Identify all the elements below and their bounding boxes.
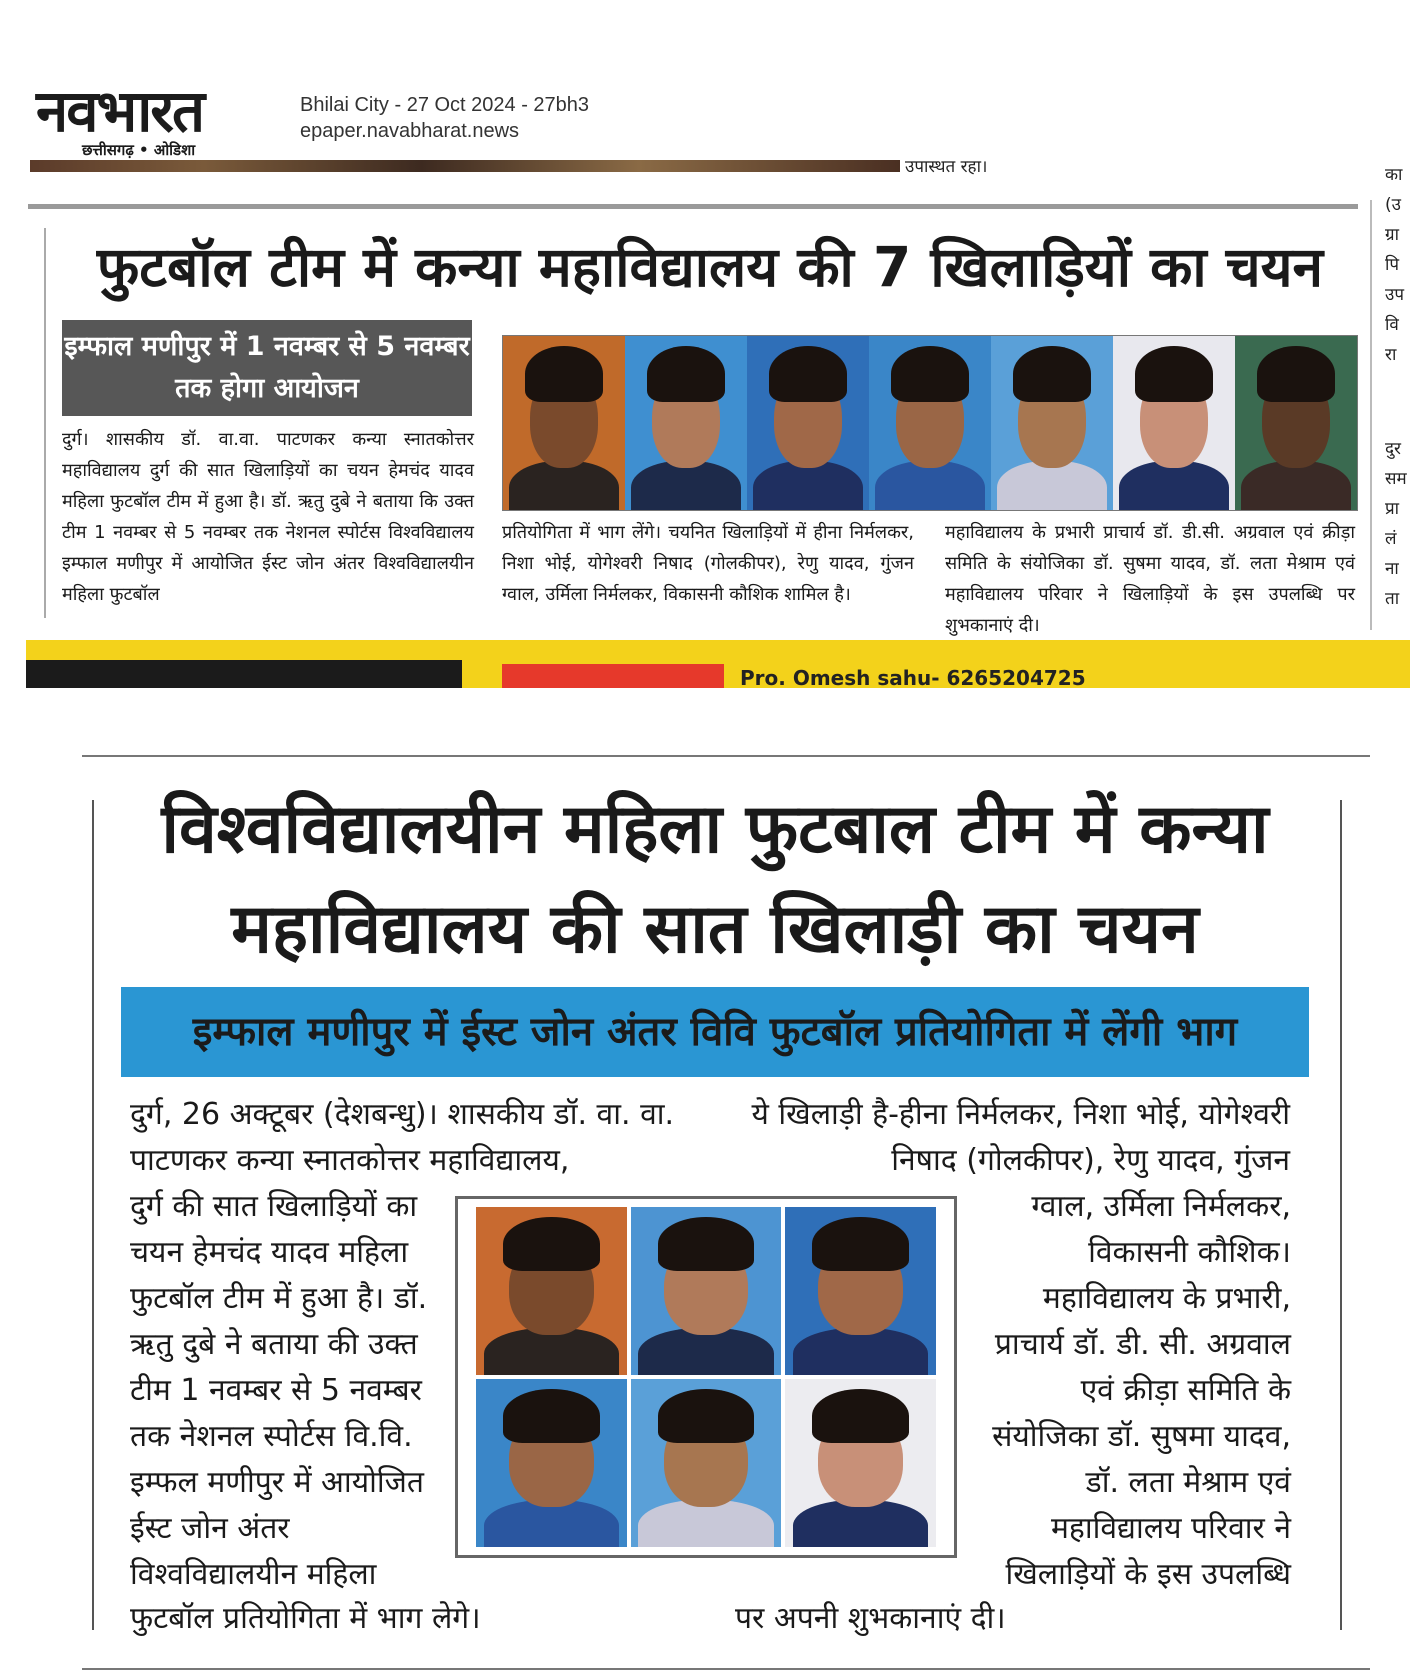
- border-right: [1340, 800, 1342, 1630]
- photo-hair: [658, 1389, 754, 1443]
- photo-shirt: [875, 461, 985, 510]
- photo-shirt: [1241, 461, 1351, 510]
- photo-hair: [503, 1217, 599, 1271]
- player-photo: [631, 1207, 782, 1375]
- ad-dark-block: [26, 660, 462, 688]
- cropped-photo-strip: [30, 160, 900, 172]
- edition-meta: [300, 92, 589, 144]
- tail-right: पर अपनी शुभकानाएं दी।: [735, 1601, 1006, 1636]
- player-photo: [869, 336, 991, 510]
- right-narrow-column: ग्वाल, उर्मिला निर्मलकर, विकासनी कौशिक। महाविद्यालय के प्रभारी, प्राचार्य डॉ. डी. सी. अग्रवाल एवं क्रीड़ा समिति के संयोजिका डॉ. सुषमा यादव, डॉ. लता मेश्राम एवं महाविद्यालय परिवार ने खिलाड़ियों के इस उपलब्धि: [992, 1189, 1291, 1592]
- player-photo: [625, 336, 747, 510]
- photo-hair: [891, 346, 969, 402]
- fragment-text: ता: [1385, 589, 1400, 609]
- player-photo: [503, 336, 625, 510]
- photo-hair: [1135, 346, 1213, 402]
- fragment-text: ग्रा: [1385, 225, 1399, 245]
- edition-line: Bhilai City - 27 Oct 2024 - 27bh3: [300, 94, 590, 116]
- fragment-text: उप: [1385, 285, 1404, 305]
- player-photo: [747, 336, 869, 510]
- photo-hair: [1013, 346, 1091, 402]
- fragment-text: प्रा: [1385, 499, 1400, 519]
- fragment-text: का: [1385, 165, 1403, 185]
- newspaper-logo: [30, 76, 278, 164]
- photo-shirt: [793, 1500, 929, 1547]
- photo-shirt: [1119, 461, 1229, 510]
- article-column-1: दुर्ग। शासकीय डॉ. वा.वा. पाटणकर कन्या स्नातकोत्तर महाविद्यालय दुर्ग की सात खिलाड़ियों का चयन हेमचंद यादव महिला फुटबॉल टीम में हुआ है। डॉ. ऋतु दुबे ने बताया कि उक्त टीम 1 नवम्बर से 5 नवम्बर तक नेशनल स्पोर्टस विश्वविद्यालय इम्फाल मणीपुर में आयोजित ईस्ट जोन अंतर विश्वविद्यालयीन महिला फुटबॉल: [62, 429, 474, 605]
- column-rule: [1370, 200, 1372, 630]
- photo-shirt: [509, 461, 619, 510]
- photo-shirt: [753, 461, 863, 510]
- photo-hair: [1257, 346, 1335, 402]
- column-rule: [44, 228, 46, 618]
- photo-shirt: [638, 1328, 774, 1375]
- left-narrow-column: दुर्ग की सात खिलाड़ियों का चयन हेमचंद यादव महिला फुटबॉल टीम में हुआ है। डॉ. ऋतु दुबे ने बताया की उक्त टीम 1 नवम्बर से 5 नवम्बर तक नेशनल स्पोर्टस वि.वि. इम्फल मणीपुर में आयोजित ईस्ट जोन अंतर विश्वविद्यालयीन महिला: [130, 1189, 428, 1592]
- photo-shirt: [631, 461, 741, 510]
- divider: [28, 204, 1358, 209]
- photo-hair: [658, 1217, 754, 1271]
- subheadline-bar: इम्फाल मणीपुर में ईस्ट जोन अंतर विवि फुटबॉल प्रतियोगिता में लेंगी भाग: [121, 987, 1309, 1077]
- player-photo: [785, 1207, 936, 1375]
- fragment-text: (उ: [1385, 195, 1401, 215]
- logo-subtitle: छत्तीसगढ़ • ओडिशा: [82, 141, 196, 159]
- lead-left: दुर्ग, 26 अक्टूबर (देशबन्धु)। शासकीय डॉ. वा. वा. पाटणकर कन्या स्नातकोत्तर महाविद्यालय,: [130, 1097, 675, 1178]
- divider: [82, 755, 1370, 757]
- photo-shirt: [484, 1328, 620, 1375]
- photo-hair: [525, 346, 603, 402]
- fragment-text: लं: [1385, 529, 1397, 549]
- article-column-3: महाविद्यालय के प्रभारी प्राचार्य डॉ. डी.सी. अग्रवाल एवं क्रीड़ा समिति के संयोजिका डॉ. सुषमा यादव, डॉ. लता मेश्राम एवं महाविद्यालय परिवार ने खिलाड़ियों के इस उपलब्धि पर शुभकानाएं दी।: [945, 522, 1355, 636]
- photo-shirt: [484, 1500, 620, 1547]
- ad-promo-text: Pro. Omesh sahu- 6265204725: [740, 666, 1086, 690]
- photo-shirt: [638, 1500, 774, 1547]
- player-photo: [991, 336, 1113, 510]
- cut-text: उपास्थत रहा।: [905, 157, 988, 177]
- divider: [82, 1668, 1370, 1670]
- photo-shirt: [997, 461, 1107, 510]
- photo-hair: [812, 1389, 908, 1443]
- player-photo: [1235, 336, 1357, 510]
- fragment-text: रा: [1385, 345, 1397, 365]
- photo-hair: [503, 1389, 599, 1443]
- lead-right: ये खिलाड़ी है-हीना निर्मलकर, निशा भोई, योगेश्वरी निषाद (गोलकीपर), रेणु यादव, गुंजन: [751, 1097, 1290, 1178]
- photo-hair: [647, 346, 725, 402]
- player-photo: [1113, 336, 1235, 510]
- fragment-text: पि: [1385, 255, 1400, 275]
- player-photos-row: [502, 335, 1358, 511]
- fragment-text: दुर: [1385, 439, 1401, 459]
- fragment-text: वि: [1385, 315, 1399, 335]
- headline-2: विश्वविद्यालयीन महिला फुटबाल टीम में कन्या महाविद्यालय की सात खिलाड़ी का चयन: [161, 790, 1269, 969]
- photo-hair: [769, 346, 847, 402]
- article-column-2: प्रतियोगिता में भाग लेंगे। चयनित खिलाड़ियों में हीना निर्मलकर, निशा भोई, योगेश्वरी निषाद (गोलकीपर), रेणु यादव, गुंजन ग्वाल, उर्मिला निर्मलकर, विकासनी कौशिक शामिल है।: [502, 522, 914, 605]
- player-photo: [631, 1379, 782, 1547]
- player-photo: [476, 1207, 627, 1375]
- player-photo: [476, 1379, 627, 1547]
- player-photo: [785, 1379, 936, 1547]
- photo-shirt: [793, 1328, 929, 1375]
- epaper-site: epaper.navabharat.news: [300, 120, 520, 142]
- ad-red-block: [502, 664, 724, 688]
- adjacent-column-fragment: [1385, 160, 1420, 614]
- fragment-text: ना: [1385, 559, 1399, 579]
- photo-hair: [812, 1217, 908, 1271]
- tail-left: फुटबॉल प्रतियोगिता में भाग लेगे।: [130, 1601, 481, 1636]
- headline-1: फुटबॉल टीम में कन्या महाविद्यालय की 7 खिलाड़ियों का चयन: [96, 235, 1324, 299]
- logo-title: नवभारत: [36, 77, 204, 145]
- fragment-text: सम: [1385, 469, 1407, 489]
- subheadline-box: इम्फाल मणीपुर में 1 नवम्बर से 5 नवम्बर तक होगा आयोजन: [62, 320, 472, 416]
- player-photos-grid: [455, 1196, 957, 1558]
